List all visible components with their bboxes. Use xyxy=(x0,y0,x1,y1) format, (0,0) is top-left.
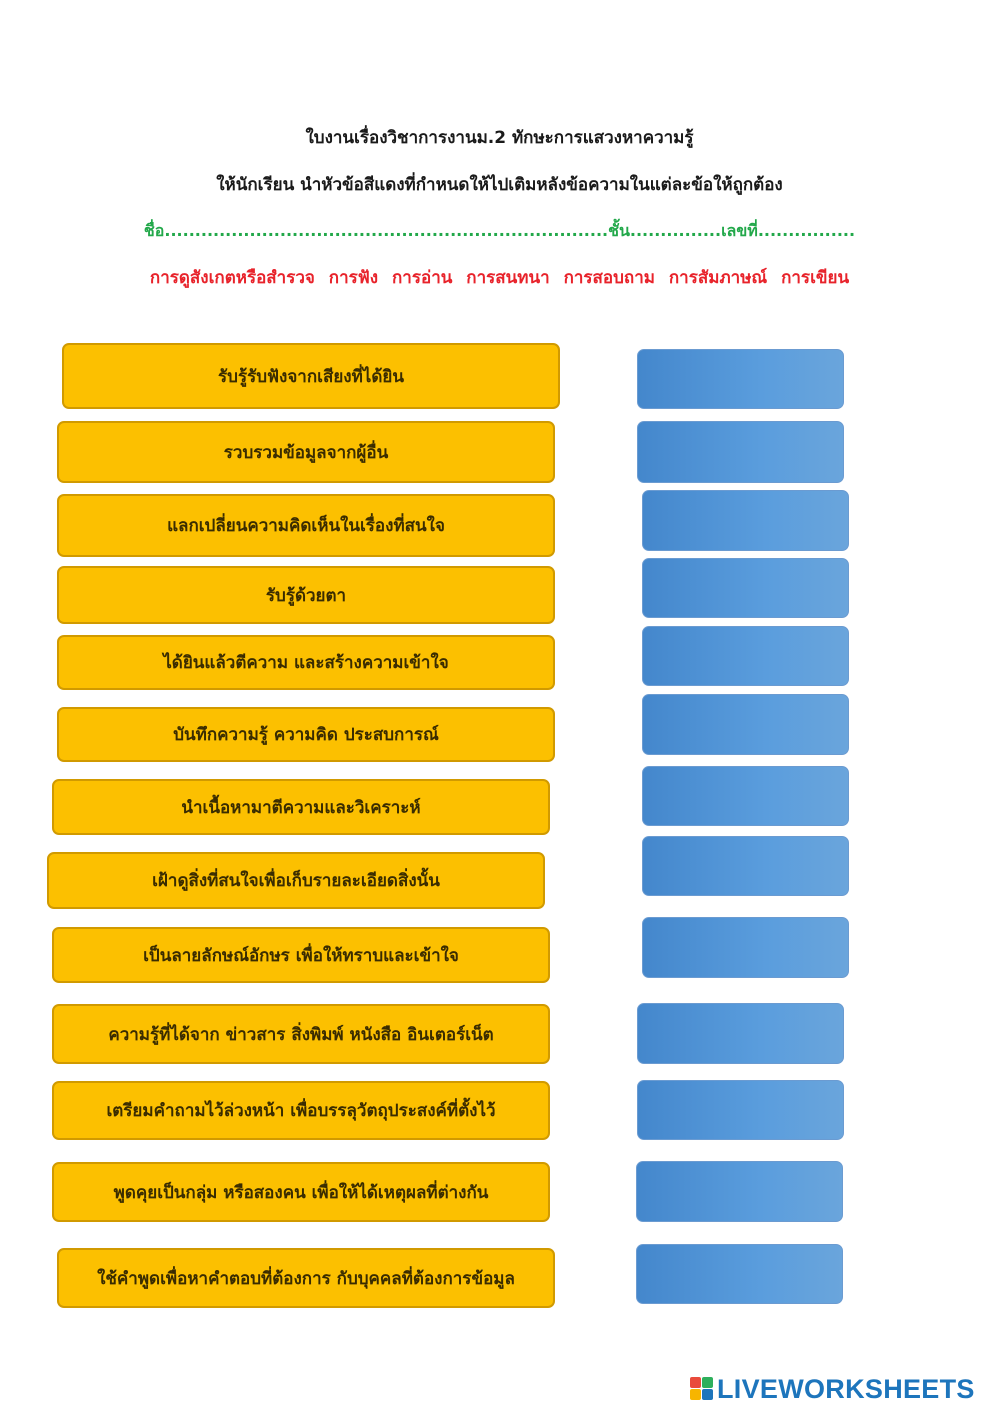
word-bank-item: การสนทนา xyxy=(466,268,550,288)
worksheet-title: ใบงานเรื่องวิชาการงานม.2 ทักษะการแสวงหาความรู้ xyxy=(305,128,694,148)
statement-card-2: รวบรวมข้อมูลจากผู้อื่น xyxy=(57,421,555,483)
word-bank-item: การดูสังเกตหรือสำรวจ xyxy=(149,268,315,288)
answer-slot-9[interactable] xyxy=(642,917,849,978)
answer-slot-4[interactable] xyxy=(642,558,849,618)
word-bank-item: การสอบถาม xyxy=(563,268,655,288)
statement-card-11: เตรียมคำถามไว้ล่วงหน้า เพื่อบรรลุวัตถุประสงค์ที่ตั้งไว้ xyxy=(52,1081,550,1140)
statement-card-1: รับรู้รับฟังจากเสียงที่ได้ยิน xyxy=(62,343,560,409)
word-bank-item: การสัมภาษณ์ xyxy=(668,268,768,288)
liveworksheets-logo xyxy=(690,1374,975,1404)
statement-card-10: ความรู้ที่ได้จาก ข่าวสาร สิ่งพิมพ์ หนังสือ อินเตอร์เน็ต xyxy=(52,1004,550,1064)
student-info-line: ชื่อ.........................................................................ชั้น...............เลขที่................ xyxy=(143,221,856,240)
liveworksheets-logo-icon xyxy=(690,1377,714,1401)
statement-card-4: รับรู้ด้วยตา xyxy=(57,566,555,624)
statement-card-5: ได้ยินแล้วตีความ และสร้างความเข้าใจ xyxy=(57,635,555,690)
answer-slot-12[interactable] xyxy=(636,1161,843,1222)
statement-card-7: นำเนื้อหามาตีความและวิเคราะห์ xyxy=(52,779,550,835)
answer-slot-1[interactable] xyxy=(637,349,844,409)
statement-card-3: แลกเปลี่ยนความคิดเห็นในเรื่องที่สนใจ xyxy=(57,494,555,557)
liveworksheets-logo-text: LIVEWORKSHEETS xyxy=(717,1373,975,1404)
statement-card-9: เป็นลายลักษณ์อักษร เพื่อให้ทราบและเข้าใจ xyxy=(52,927,550,983)
word-bank-item: การฟัง xyxy=(328,268,379,288)
answer-slot-6[interactable] xyxy=(642,694,849,755)
statement-card-8: เฝ้าดูสิ่งที่สนใจเพื่อเก็บรายละเอียดสิ่งนั้น xyxy=(47,852,545,909)
answer-slot-2[interactable] xyxy=(637,421,844,483)
word-bank-item: การอ่าน xyxy=(392,268,453,288)
answer-slot-13[interactable] xyxy=(636,1244,843,1304)
statement-card-12: พูดคุยเป็นกลุ่ม หรือสองคน เพื่อให้ได้เหตุผลที่ต่างกัน xyxy=(52,1162,550,1222)
statement-card-6: บันทึกความรู้ ความคิด ประสบการณ์ xyxy=(57,707,555,762)
answer-slot-5[interactable] xyxy=(642,626,849,686)
word-bank xyxy=(0,264,999,291)
answer-slot-8[interactable] xyxy=(642,836,849,896)
answer-slot-7[interactable] xyxy=(642,766,849,826)
answer-slot-3[interactable] xyxy=(642,490,849,551)
answer-slot-10[interactable] xyxy=(637,1003,844,1064)
answer-slot-11[interactable] xyxy=(637,1080,844,1140)
statement-card-13: ใช้คำพูดเพื่อหาคำตอบที่ต้องการ กับบุคคลที่ต้องการข้อมูล xyxy=(57,1248,555,1308)
word-bank-item: การเขียน xyxy=(781,268,850,288)
worksheet-instruction: ให้นักเรียน นำหัวข้อสีแดงที่กำหนดให้ไปเติมหลังข้อความในแต่ละข้อให้ถูกต้อง xyxy=(216,175,783,195)
